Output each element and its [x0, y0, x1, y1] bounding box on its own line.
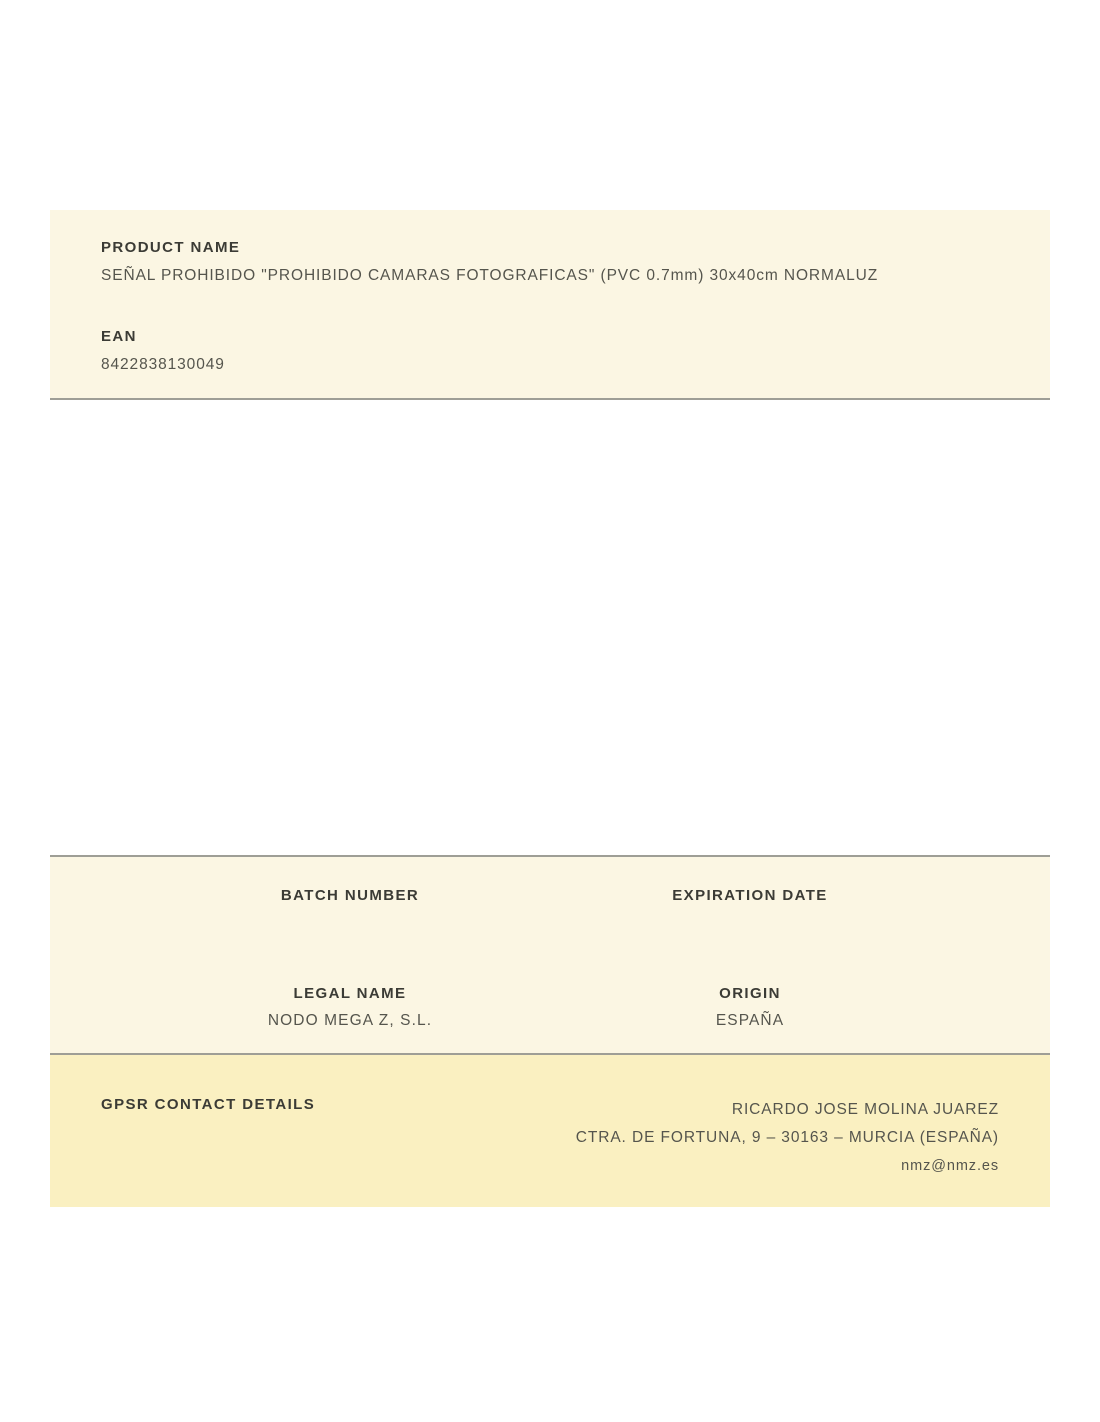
gpsr-contact-label: GPSR CONTACT DETAILS: [101, 1096, 316, 1113]
batch-number-label: BATCH NUMBER: [280, 887, 420, 904]
legal-name-label: LEGAL NAME: [293, 985, 407, 1002]
legal-name-value: NODO MEGA Z, S.L.: [267, 1012, 433, 1029]
gpsr-contact-email: nmz@nmz.es: [901, 1158, 999, 1174]
gpsr-contact-name: RICARDO JOSE MOLINA JUAREZ: [731, 1101, 999, 1118]
product-name-label: PRODUCT NAME: [101, 239, 241, 256]
gpsr-contact-address: CTRA. DE FORTUNA, 9 – 30163 – MURCIA (ESPAÑA): [575, 1129, 999, 1146]
ean-value: 8422838130049: [101, 356, 225, 373]
legal-name-field: [150, 985, 550, 1031]
product-name-field: [101, 239, 999, 286]
ean-field: [101, 328, 999, 375]
expiration-date-label: EXPIRATION DATE: [672, 887, 828, 904]
origin-value: ESPAÑA: [715, 1012, 785, 1029]
expiration-date-field: [550, 887, 950, 913]
batch-expiration-row: [150, 887, 950, 913]
product-info-panel: [50, 210, 1050, 400]
gpsr-contact-block: [576, 1096, 999, 1180]
ean-label: EAN: [101, 328, 137, 345]
origin-label: ORIGIN: [719, 985, 781, 1002]
gpsr-contact-panel: [50, 1055, 1050, 1207]
legal-origin-row: [150, 985, 950, 1031]
batch-number-field: [150, 887, 550, 913]
batch-origin-panel: [50, 855, 1050, 1055]
product-name-value: SEÑAL PROHIBIDO "PROHIBIDO CAMARAS FOTOGRAFICAS" (PVC 0.7mm) 30x40cm NORMALUZ: [101, 267, 879, 284]
origin-field: [550, 985, 950, 1031]
